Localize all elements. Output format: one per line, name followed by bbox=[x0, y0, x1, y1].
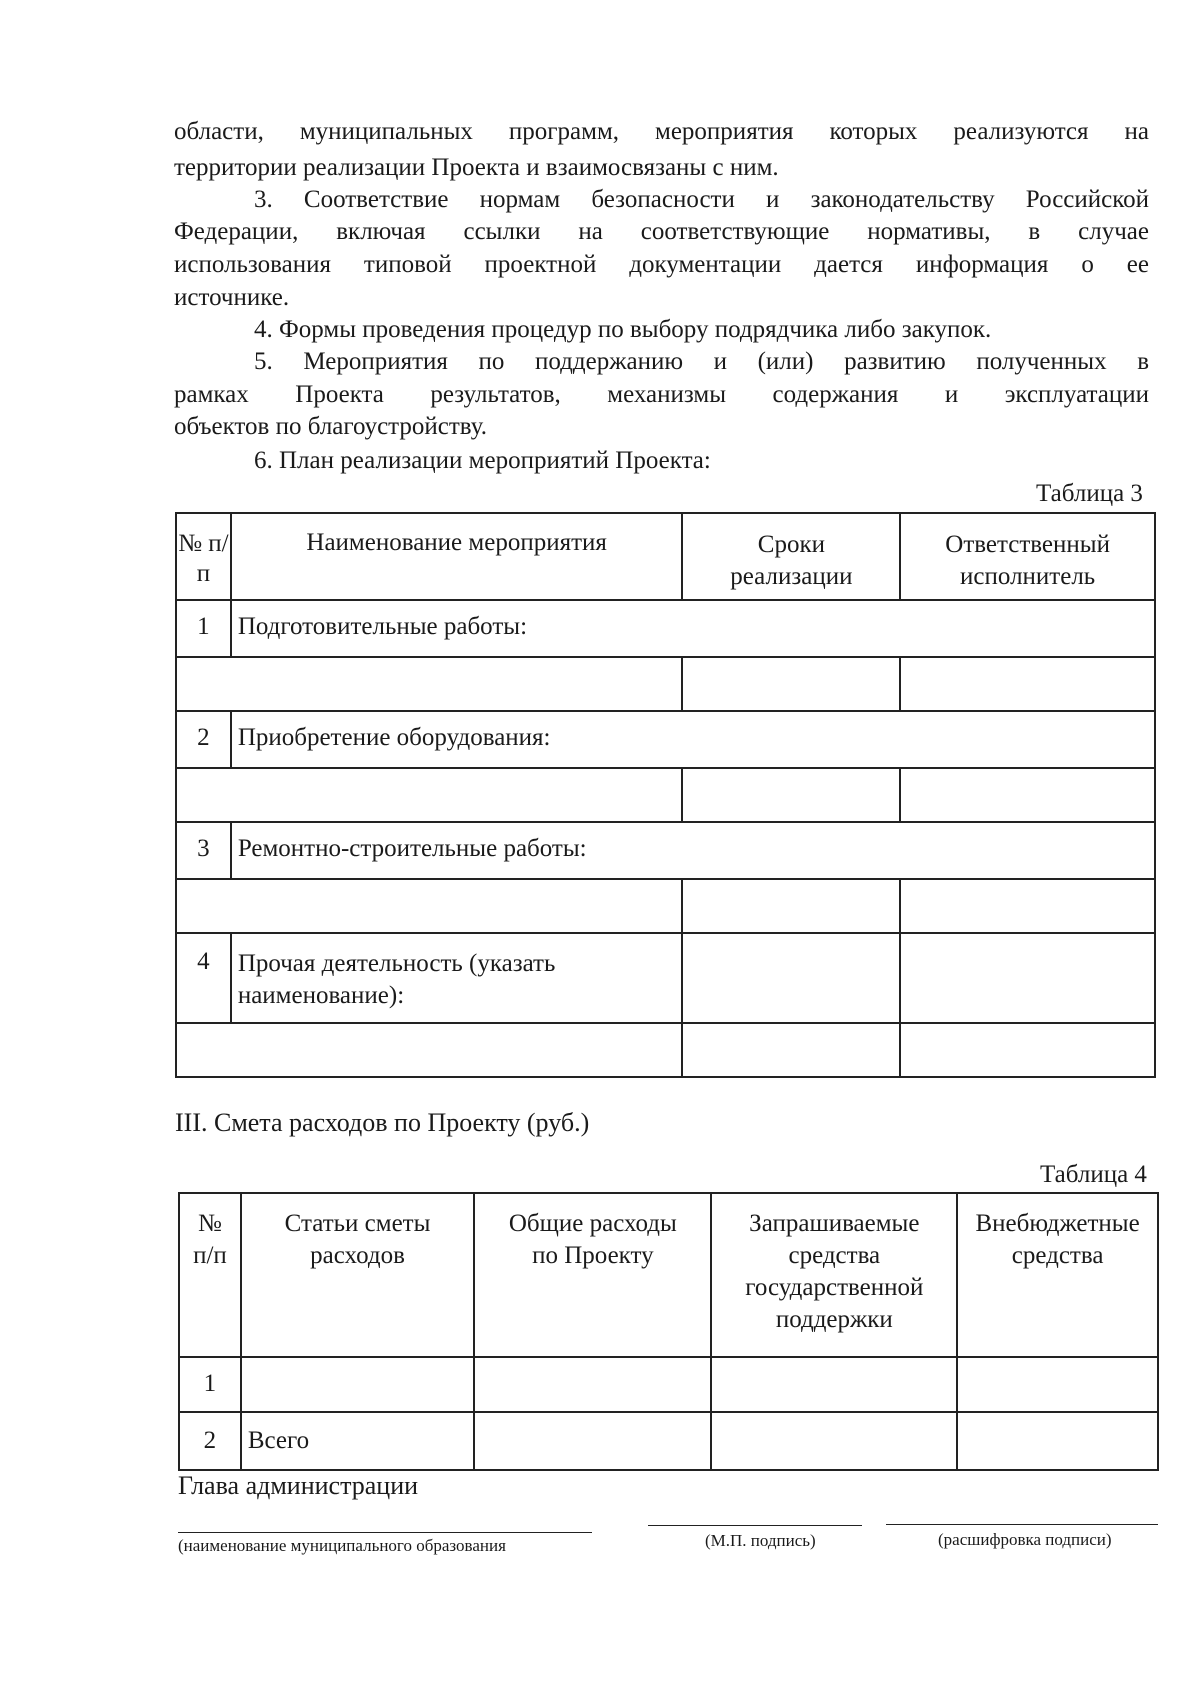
col-header-requested: Запрашиваемые средства государственной поддержки bbox=[711, 1193, 957, 1357]
empty-cell bbox=[711, 1357, 957, 1412]
paragraph-line: использования типовой проектной документации дается информация о ее bbox=[174, 251, 1149, 278]
col-header-responsible: Ответственный исполнитель bbox=[900, 513, 1155, 600]
paragraph-line: 3. Соответствие нормам безопасности и законодательству Российской bbox=[254, 186, 1149, 213]
paragraph-line: источнике. bbox=[174, 284, 290, 311]
empty-cell bbox=[176, 657, 682, 711]
table3 bbox=[175, 512, 1156, 1078]
table-row bbox=[176, 711, 1155, 768]
table-row-empty bbox=[176, 768, 1155, 822]
row-number: 3 bbox=[176, 822, 231, 879]
table4 bbox=[178, 1192, 1159, 1471]
paragraph-line: 6. План реализации мероприятий Проекта: bbox=[254, 447, 711, 474]
row-name: Приобретение оборудования: bbox=[231, 711, 1155, 768]
empty-cell bbox=[900, 879, 1155, 933]
table-row-empty bbox=[176, 879, 1155, 933]
table-row bbox=[176, 933, 1155, 1023]
empty-cell bbox=[176, 879, 682, 933]
paragraph-line: объектов по благоустройству. bbox=[174, 413, 487, 440]
row-number: 2 bbox=[179, 1412, 241, 1470]
row-name: Прочая деятельность (указать наименование): bbox=[231, 933, 683, 1023]
paragraph-line: территории реализации Проекта и взаимосвязаны с ним. bbox=[174, 154, 779, 181]
paragraph-line: Федерации, включая ссылки на соответствующие нормативы, в случае bbox=[174, 218, 1149, 245]
signature-line-stamp bbox=[648, 1525, 862, 1526]
empty-cell bbox=[957, 1412, 1158, 1470]
col-header-items: Статьи сметы расходов bbox=[241, 1193, 474, 1357]
row-name: Ремонтно-строительные работы: bbox=[231, 822, 1155, 879]
col-header-num: № п/п bbox=[176, 513, 231, 600]
col-header-total: Общие расходы по Проекту bbox=[474, 1193, 711, 1357]
row-number: 4 bbox=[176, 933, 231, 1023]
caption-decoding: (расшифровка подписи) bbox=[938, 1530, 1112, 1549]
table-row bbox=[179, 1357, 1158, 1412]
paragraph-line: рамках Проекта результатов, механизмы содержания и эксплуатации bbox=[174, 381, 1149, 408]
empty-cell bbox=[711, 1412, 957, 1470]
paragraph-line: 5. Мероприятия по поддержанию и (или) развитию полученных в bbox=[254, 348, 1149, 375]
empty-cell bbox=[957, 1357, 1158, 1412]
caption-stamp: (М.П. подпись) bbox=[705, 1531, 816, 1550]
signature-line-municipality bbox=[178, 1532, 592, 1533]
row-name: Подготовительные работы: bbox=[231, 600, 1155, 657]
caption-municipality: (наименование муниципального образования bbox=[178, 1536, 506, 1555]
empty-cell bbox=[176, 768, 682, 822]
empty-cell bbox=[900, 768, 1155, 822]
empty-cell bbox=[682, 768, 900, 822]
col-header-name: Наименование мероприятия bbox=[231, 513, 683, 600]
table-row bbox=[176, 600, 1155, 657]
col-header-terms: Сроки реализации bbox=[682, 513, 900, 600]
row-number: 1 bbox=[179, 1357, 241, 1412]
empty-cell bbox=[682, 1023, 900, 1077]
col-header-extrabudget: Внебюджетные средства bbox=[957, 1193, 1158, 1357]
table3-caption: Таблица 3 bbox=[1036, 480, 1143, 507]
table4-caption: Таблица 4 bbox=[1040, 1161, 1147, 1188]
empty-cell bbox=[176, 1023, 682, 1077]
empty-cell bbox=[900, 933, 1155, 1023]
signature-line-decoding bbox=[886, 1524, 1158, 1525]
row-number: 2 bbox=[176, 711, 231, 768]
paragraph-line: 4. Формы проведения процедур по выбору подрядчика либо закупок. bbox=[254, 316, 992, 343]
col-header-num: № п/п bbox=[179, 1193, 241, 1357]
empty-cell bbox=[474, 1412, 711, 1470]
table-row bbox=[179, 1412, 1158, 1470]
table-row-empty bbox=[176, 1023, 1155, 1077]
empty-cell bbox=[900, 1023, 1155, 1077]
table-row-empty bbox=[176, 657, 1155, 711]
signature-title: Глава администрации bbox=[178, 1471, 419, 1500]
table-header-row bbox=[179, 1193, 1158, 1357]
row-number: 1 bbox=[176, 600, 231, 657]
empty-cell bbox=[682, 933, 900, 1023]
table-header-row bbox=[176, 513, 1155, 600]
paragraph-line: области, муниципальных программ, мероприятия которых реализуются на bbox=[174, 118, 1149, 145]
table-row bbox=[176, 822, 1155, 879]
section-title: III. Смета расходов по Проекту (руб.) bbox=[175, 1108, 590, 1137]
empty-cell bbox=[900, 657, 1155, 711]
empty-cell bbox=[682, 657, 900, 711]
row-item bbox=[241, 1357, 474, 1412]
empty-cell bbox=[474, 1357, 711, 1412]
row-item: Всего bbox=[241, 1412, 474, 1470]
empty-cell bbox=[682, 879, 900, 933]
